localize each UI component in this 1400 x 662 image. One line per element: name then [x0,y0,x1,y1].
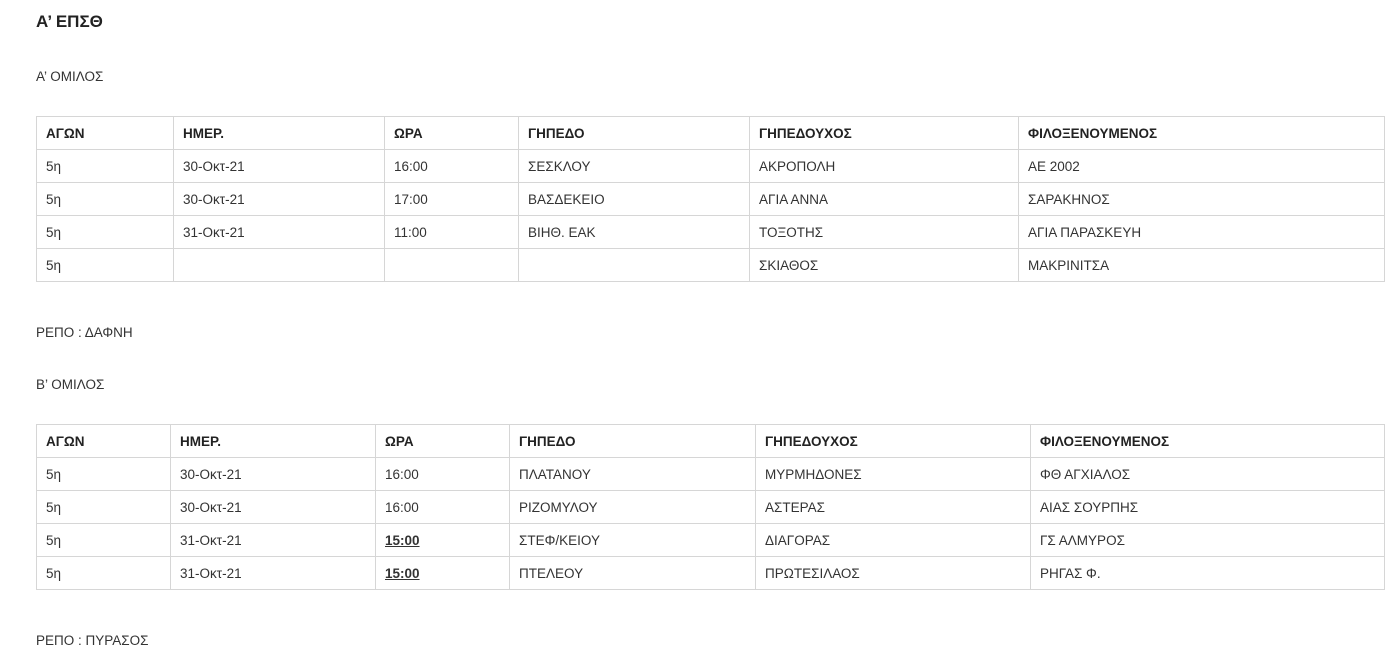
bye-note-a: ΡΕΠΟ : ΔΑΦΝΗ [36,325,133,340]
cell-away-team: ΑΕ 2002 [1019,150,1385,183]
group-title-a: Α’ ΟΜΙΛΟΣ [36,69,104,84]
column-header: ΦΙΛΟΞΕΝΟΥΜΕΝΟΣ [1019,117,1385,150]
cell-stadium: ΣΕΣΚΛΟΥ [519,150,750,183]
cell-round: 5η [37,150,174,183]
cell-date: 31-Οκτ-21 [174,216,385,249]
page-title: Α’ ΕΠΣΘ [36,12,103,31]
cell-date [174,249,385,282]
cell-time: 17:00 [385,183,519,216]
cell-stadium: ΡΙΖΟΜΥΛΟΥ [510,491,756,524]
table-row [37,557,1385,590]
column-header: ΗΜΕΡ. [171,425,376,458]
column-header: ΦΙΛΟΞΕΝΟΥΜΕΝΟΣ [1031,425,1385,458]
cell-round: 5η [37,557,171,590]
cell-away-team: ΣΑΡΑΚΗΝΟΣ [1019,183,1385,216]
cell-time-emphasized: 15:00 [376,557,510,590]
cell-round: 5η [37,249,174,282]
cell-round: 5η [37,524,171,557]
cell-time: 11:00 [385,216,519,249]
cell-date: 30-Οκτ-21 [174,150,385,183]
table-row [37,183,1385,216]
table-row [37,150,1385,183]
cell-home-team: ΑΣΤΕΡΑΣ [756,491,1031,524]
schedule-table-b [36,424,1385,590]
column-header: ΩΡΑ [385,117,519,150]
cell-stadium: ΣΤΕΦ/ΚΕΙΟΥ [510,524,756,557]
cell-away-team: ΓΣ ΑΛΜΥΡΟΣ [1031,524,1385,557]
cell-date: 31-Οκτ-21 [171,557,376,590]
cell-home-team: ΔΙΑΓΟΡΑΣ [756,524,1031,557]
bye-note-b: ΡΕΠΟ : ΠΥΡΑΣΟΣ [36,633,149,648]
cell-away-team: ΡΗΓΑΣ Φ. [1031,557,1385,590]
table-row [37,216,1385,249]
cell-stadium: ΠΛΑΤΑΝΟΥ [510,458,756,491]
column-header: ΓΗΠΕΔΟΥΧΟΣ [750,117,1019,150]
table-row [37,524,1385,557]
column-header: ΩΡΑ [376,425,510,458]
group-title-b: Β’ ΟΜΙΛΟΣ [36,377,105,392]
cell-home-team: ΜΥΡΜΗΔΟΝΕΣ [756,458,1031,491]
cell-date: 30-Οκτ-21 [171,491,376,524]
cell-away-team: ΑΙΑΣ ΣΟΥΡΠΗΣ [1031,491,1385,524]
cell-round: 5η [37,458,171,491]
cell-round: 5η [37,216,174,249]
cell-away-team: ΜΑΚΡΙΝΙΤΣΑ [1019,249,1385,282]
table-row [37,249,1385,282]
column-header: ΗΜΕΡ. [174,117,385,150]
cell-home-team: ΣΚΙΑΘΟΣ [750,249,1019,282]
cell-home-team: ΠΡΩΤΕΣΙΛΑΟΣ [756,557,1031,590]
cell-away-team: ΦΘ ΑΓΧΙΑΛΟΣ [1031,458,1385,491]
cell-away-team: ΑΓΙΑ ΠΑΡΑΣΚΕΥΗ [1019,216,1385,249]
table-row [37,458,1385,491]
cell-time: 16:00 [376,491,510,524]
schedule-table-a [36,116,1385,282]
cell-time: 16:00 [385,150,519,183]
column-header: ΑΓΩΝ [37,425,171,458]
cell-stadium [519,249,750,282]
column-header: ΓΗΠΕΔΟ [519,117,750,150]
column-header: ΓΗΠΕΔΟΥΧΟΣ [756,425,1031,458]
cell-time: 16:00 [376,458,510,491]
cell-date: 30-Οκτ-21 [171,458,376,491]
cell-home-team: ΑΓΙΑ ΑΝΝΑ [750,183,1019,216]
cell-home-team: ΤΟΞΟΤΗΣ [750,216,1019,249]
cell-stadium: ΒΑΣΔΕΚΕΙΟ [519,183,750,216]
cell-time-emphasized: 15:00 [376,524,510,557]
column-header: ΑΓΩΝ [37,117,174,150]
cell-round: 5η [37,183,174,216]
cell-stadium: ΒΙΗΘ. ΕΑΚ [519,216,750,249]
cell-stadium: ΠΤΕΛΕΟΥ [510,557,756,590]
column-header: ΓΗΠΕΔΟ [510,425,756,458]
cell-home-team: ΑΚΡΟΠΟΛΗ [750,150,1019,183]
table-header-row [37,117,1385,150]
table-header-row [37,425,1385,458]
table-row [37,491,1385,524]
cell-date: 30-Οκτ-21 [174,183,385,216]
cell-date: 31-Οκτ-21 [171,524,376,557]
cell-time [385,249,519,282]
cell-round: 5η [37,491,171,524]
